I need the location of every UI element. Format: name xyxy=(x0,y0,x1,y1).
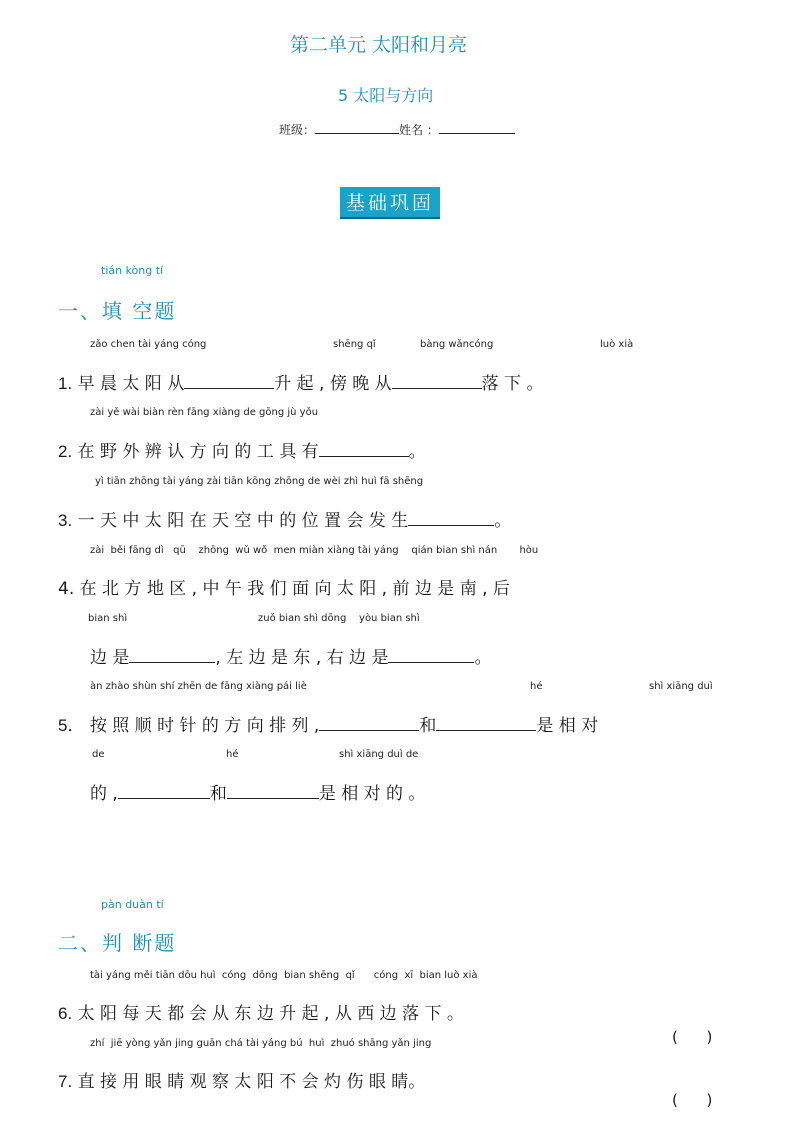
q4-text-2a: 边 是 xyxy=(90,648,130,668)
q5-blank-3[interactable] xyxy=(118,784,210,799)
q4-blank-1[interactable] xyxy=(129,648,215,663)
class-name-line xyxy=(279,121,515,138)
q4-text-2c: 。 xyxy=(474,648,492,668)
q3-text-a: 一 天 中 太 阳 在 天 空 中 的 位 置 会 发 生 xyxy=(77,511,409,531)
q6-answer-box[interactable]: ( ) xyxy=(672,1028,713,1046)
q5-pinyin-2c: shì xiāng duì de xyxy=(339,749,419,760)
class-field[interactable] xyxy=(315,121,399,134)
q1-blank-1[interactable] xyxy=(184,374,274,389)
q7-text: 直 接 用 眼 睛 观 察 太 阳 不 会 灼 伤 眼 睛。 xyxy=(77,1072,426,1092)
name-field[interactable] xyxy=(439,121,515,134)
q1-pinyin-a: zǎo chen tài yáng cóng xyxy=(90,339,207,350)
q5-text-2a: 的 , xyxy=(90,784,118,804)
question-4-line-2 xyxy=(90,643,491,668)
q1-pinyin-c: bàng wǎncóng xyxy=(420,339,494,350)
q4-blank-2[interactable] xyxy=(388,648,474,663)
question-1 xyxy=(58,369,543,394)
q5-pinyin-1b: hé xyxy=(530,681,543,692)
q5-pinyin-2a: de xyxy=(92,749,105,760)
q2-pinyin: zài yě wài biàn rèn fāng xiàng de gōng jù yǒu xyxy=(90,407,319,418)
q1-number: 1. xyxy=(58,374,73,393)
question-7 xyxy=(58,1067,425,1092)
q1-blank-2[interactable] xyxy=(392,374,482,389)
q1-text-b: 升 起 , 傍 晚 从 xyxy=(274,374,392,394)
q1-pinyin-d: luò xià xyxy=(600,339,634,350)
q3-pinyin: yì tiān zhōng tài yáng zài tiān kōng zhōng de wèi zhì huì fā shēng xyxy=(95,476,424,487)
section2-pinyin: pàn duàn tí xyxy=(101,898,164,911)
q7-answer-box[interactable]: ( ) xyxy=(672,1091,713,1109)
q2-text-a: 在 野 外 辨 认 方 向 的 工 具 有 xyxy=(77,442,319,462)
q2-number: 2. xyxy=(58,442,73,461)
q5-pinyin-1a: àn zhào shùn shí zhēn de fāng xiàng pái liè xyxy=(90,681,307,692)
q5-text-1c: 是 相 对 xyxy=(536,716,599,736)
q2-blank-1[interactable] xyxy=(319,442,409,457)
q4-pinyin-1: zài běi fāng dì qū zhōng wǔ wǒ men miàn xiàng tài yáng qián bian shì nán hòu xyxy=(90,545,539,556)
q1-pinyin-b: shēng qǐ xyxy=(333,339,376,350)
question-2 xyxy=(58,437,426,462)
question-3 xyxy=(58,506,511,531)
q5-pinyin-1c: shì xiāng duì xyxy=(649,681,713,692)
unit-title: 第二单元 太阳和月亮 xyxy=(290,34,468,56)
question-5-line-1 xyxy=(58,711,598,736)
q4-pinyin-2a: bian shì xyxy=(88,613,128,624)
question-4-line-1: 4. 在 北 方 地 区 , 中 午 我 们 面 向 太 阳 , 前 边 是 南 , 后 xyxy=(58,579,510,599)
q1-text-c: 落 下 。 xyxy=(481,374,544,394)
q5-text-1a: 按 照 顺 时 针 的 方 向 排 列 , xyxy=(89,716,320,736)
lesson-title: 5 太阳与方向 xyxy=(338,86,434,105)
q5-blank-2[interactable] xyxy=(436,716,536,731)
q4-pinyin-2b: zuǒ bian shì dōng yòu bian shì xyxy=(258,613,420,624)
section-banner: 基础巩固 xyxy=(340,187,440,219)
class-label: 班级： xyxy=(279,123,316,137)
q7-number: 7. xyxy=(58,1072,73,1091)
q5-pinyin-2b: hé xyxy=(226,749,239,760)
q1-text-a: 早 晨 太 阳 从 xyxy=(77,374,185,394)
q5-number: 5． xyxy=(58,716,85,735)
q5-text-1b: 和 xyxy=(419,716,437,736)
q6-text: 太 阳 每 天 都 会 从 东 边 升 起 , 从 西 边 落 下 。 xyxy=(77,1004,464,1024)
q2-text-b: 。 xyxy=(408,442,426,462)
q5-text-2b: 和 xyxy=(209,784,227,804)
section1-title: 一、填 空题 xyxy=(58,299,177,323)
q5-blank-1[interactable] xyxy=(319,716,419,731)
q6-number: 6. xyxy=(58,1004,73,1023)
q5-text-2c: 是 相 对 的 。 xyxy=(318,784,426,804)
section1-pinyin: tián kòng tí xyxy=(101,264,164,277)
question-6 xyxy=(58,999,464,1024)
section2-title: 二、判 断题 xyxy=(58,931,177,955)
name-label: 姓名 ： xyxy=(399,123,439,137)
q3-number: 3. xyxy=(58,511,73,530)
q7-pinyin: zhí jiē yòng yǎn jing guān chá tài yáng bú huì zhuó shāng yǎn jing xyxy=(90,1038,432,1049)
q5-blank-4[interactable] xyxy=(227,784,319,799)
q4-text-2b: , 左 边 是 东 , 右 边 是 xyxy=(215,648,389,668)
q3-text-b: 。 xyxy=(494,511,512,531)
question-5-line-2 xyxy=(90,779,425,804)
q6-pinyin: tài yáng měi tiān dōu huì cóng dōng bian shēng qǐ cóng xī bian luò xià xyxy=(90,970,478,981)
q3-blank-1[interactable] xyxy=(408,511,494,526)
